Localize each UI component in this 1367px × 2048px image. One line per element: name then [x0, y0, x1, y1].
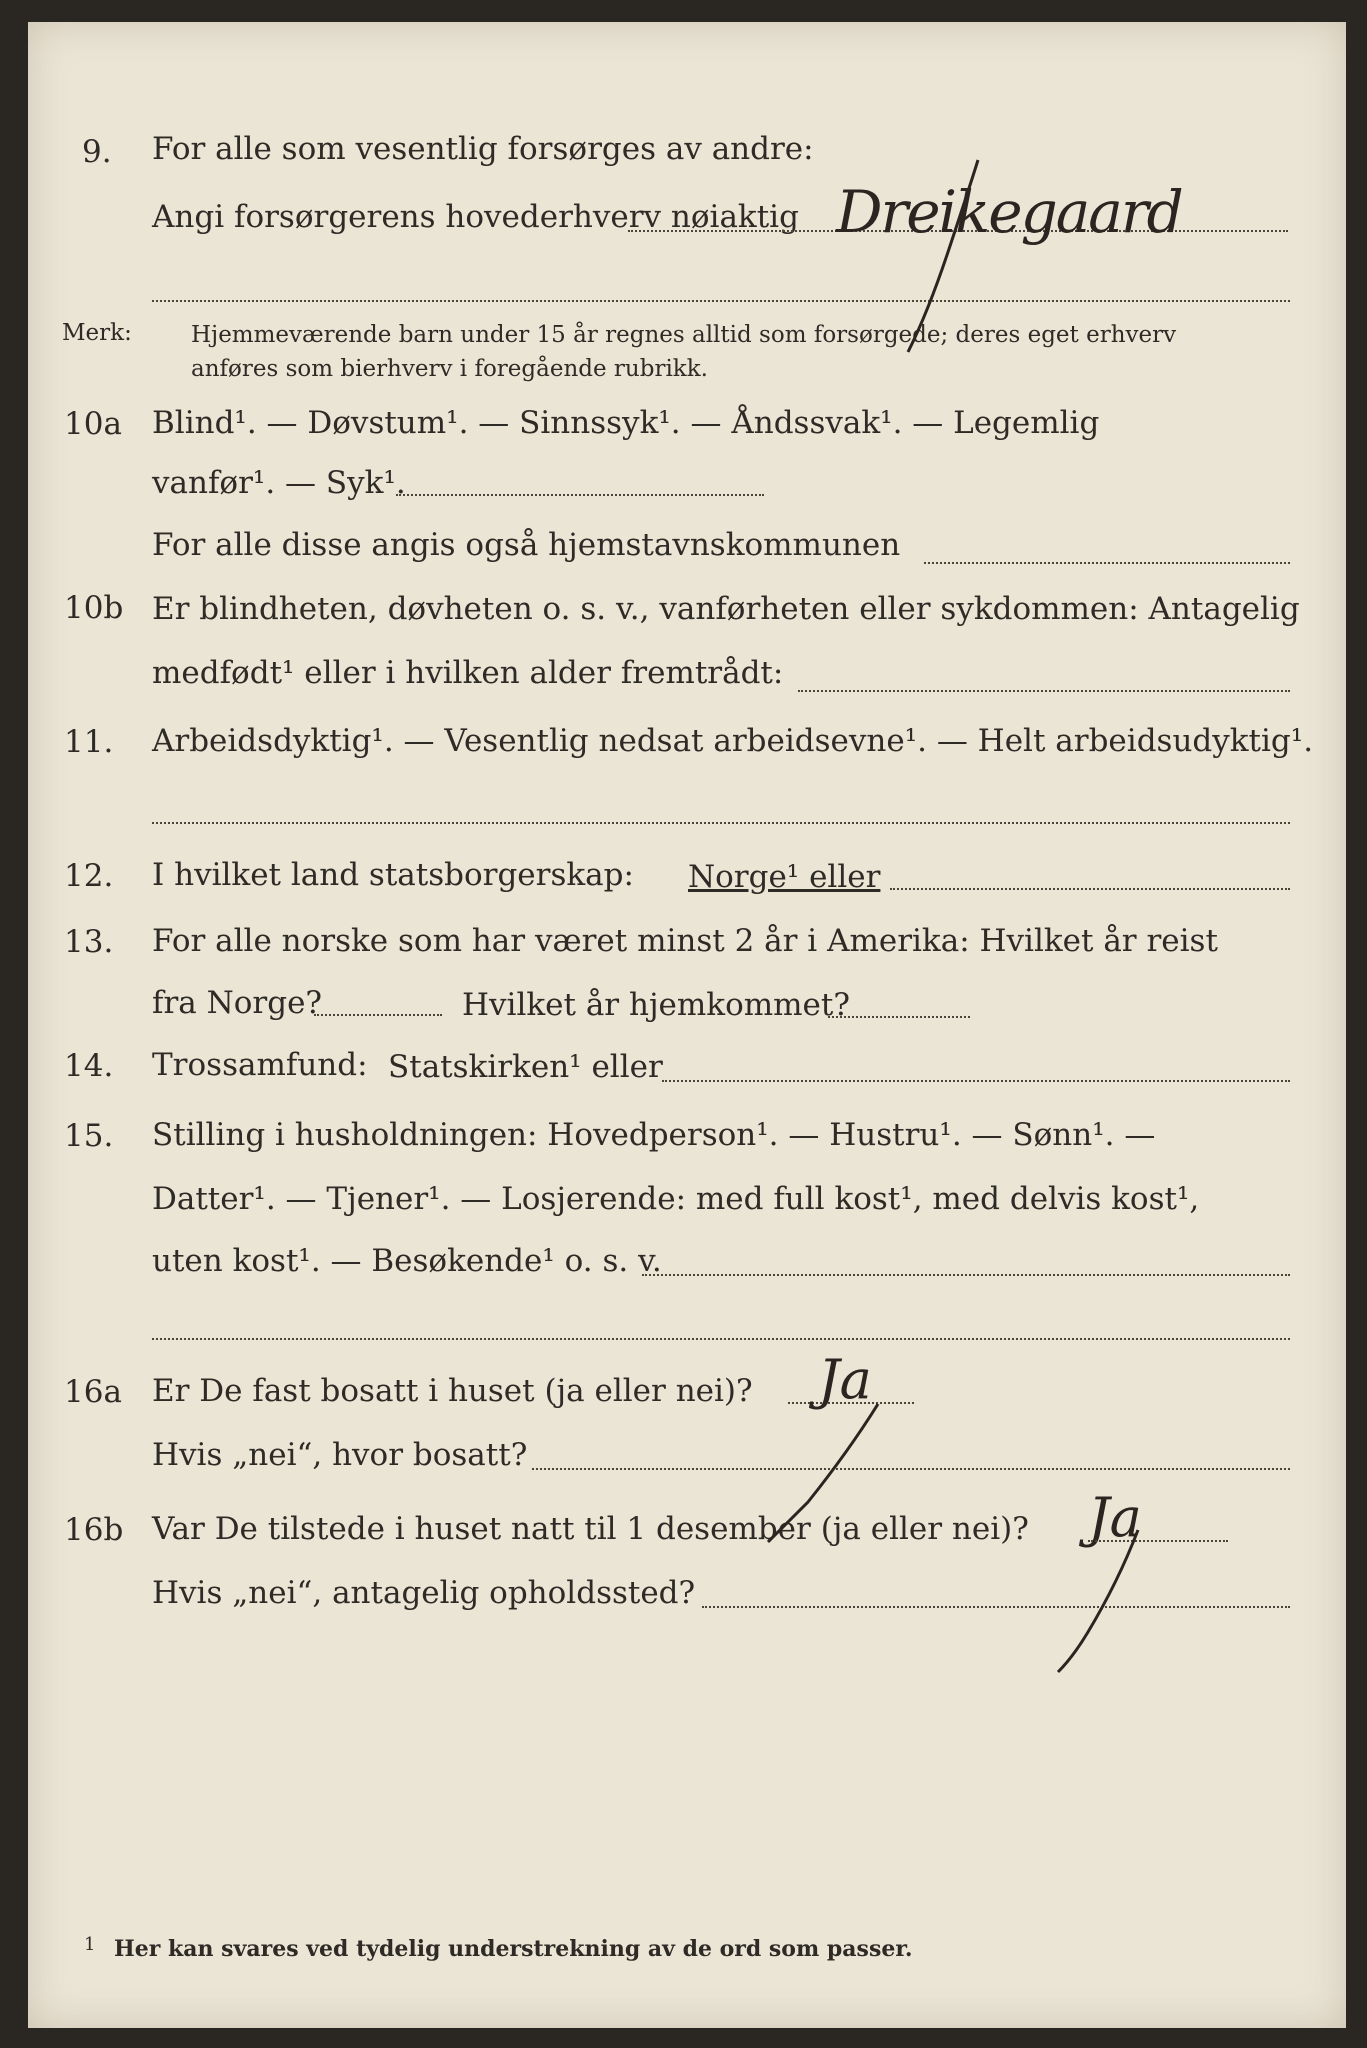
question-text: Er De fast bosatt i huset (ja eller nei)?	[152, 1373, 753, 1409]
question-text: uten kost¹. — Besøkende¹ o. s. v.	[152, 1243, 662, 1279]
handwritten-answer: Ja	[818, 1348, 872, 1411]
footnote-mark: 1	[84, 1934, 96, 1955]
question-text: For alle disse angis også hjemstavnskommunen	[152, 527, 901, 563]
question-number: 12.	[64, 858, 114, 894]
question-text: Datter¹. — Tjener¹. — Losjerende: med full kost¹, med delvis kost¹,	[152, 1181, 1200, 1217]
question-text: I hvilket land statsborgerskap:	[152, 857, 634, 893]
question-option: Statskirken¹ eller	[388, 1049, 663, 1085]
question-text: Hvilket år hjemkommet?	[462, 987, 850, 1023]
question-text: Arbeidsdyktig¹. — Vesentlig nedsat arbeidsevne¹. — Helt arbeidsudyktig¹.	[152, 723, 1314, 759]
question-text: fra Norge?	[152, 985, 323, 1021]
question-number: 13.	[64, 924, 114, 960]
question-text: Hvis „nei“, hvor bosatt?	[152, 1437, 528, 1473]
handwritten-answer: Ja	[1088, 1486, 1142, 1549]
handwritten-answer: Dreikegaard	[836, 178, 1182, 246]
question-text: vanfør¹. — Syk¹.	[152, 465, 406, 501]
question-number: 15.	[64, 1118, 114, 1154]
question-text: Stilling i husholdningen: Hovedperson¹. — Hustru¹. — Sønn¹. —	[152, 1117, 1156, 1153]
pen-stroke-q9	[908, 160, 978, 352]
question-text: medfødt¹ eller i hvilken alder fremtrådt:	[152, 655, 784, 691]
footnote-text: Her kan svares ved tydelig understrekning av de ord som passer.	[114, 1936, 913, 1962]
question-number: 10a	[64, 406, 122, 442]
question-number: 11.	[64, 724, 114, 760]
note-text: Hjemmeværende barn under 15 år regnes alltid som forsørgede; deres eget erhverv	[191, 322, 1177, 348]
question-number: 9.	[82, 134, 112, 170]
question-number: 10b	[64, 590, 124, 626]
question-text: Trossamfund:	[152, 1047, 368, 1083]
question-text: Var De tilstede i huset natt til 1 desember (ja eller nei)?	[152, 1511, 1029, 1547]
census-form-page	[28, 22, 1346, 2028]
question-number: 16a	[64, 1374, 122, 1410]
question-number: 16b	[64, 1512, 124, 1548]
question-text: For alle norske som har været minst 2 år i Amerika: Hvilket år reist	[152, 923, 1218, 959]
pen-strokes	[28, 22, 1346, 2028]
pen-stroke-q16b	[1058, 1530, 1138, 1672]
note-label: Merk:	[62, 320, 132, 346]
pen-stroke-q16a	[768, 1404, 878, 1542]
question-option: Norge¹ eller	[688, 859, 881, 895]
question-text: Angi forsørgerens hovederhverv nøiaktig	[152, 199, 799, 235]
question-number: 14.	[64, 1048, 114, 1084]
question-text: Blind¹. — Døvstum¹. — Sinnssyk¹. — Åndssvak¹. — Legemlig	[152, 405, 1100, 441]
note-text: anføres som bierhverv i foregående rubrikk.	[191, 356, 708, 382]
question-text: Hvis „nei“, antagelig opholdssted?	[152, 1575, 696, 1611]
question-text: Er blindheten, døvheten o. s. v., vanførheten eller sykdommen: Antagelig	[152, 591, 1300, 627]
question-text: For alle som vesentlig forsørges av andre:	[152, 131, 814, 167]
